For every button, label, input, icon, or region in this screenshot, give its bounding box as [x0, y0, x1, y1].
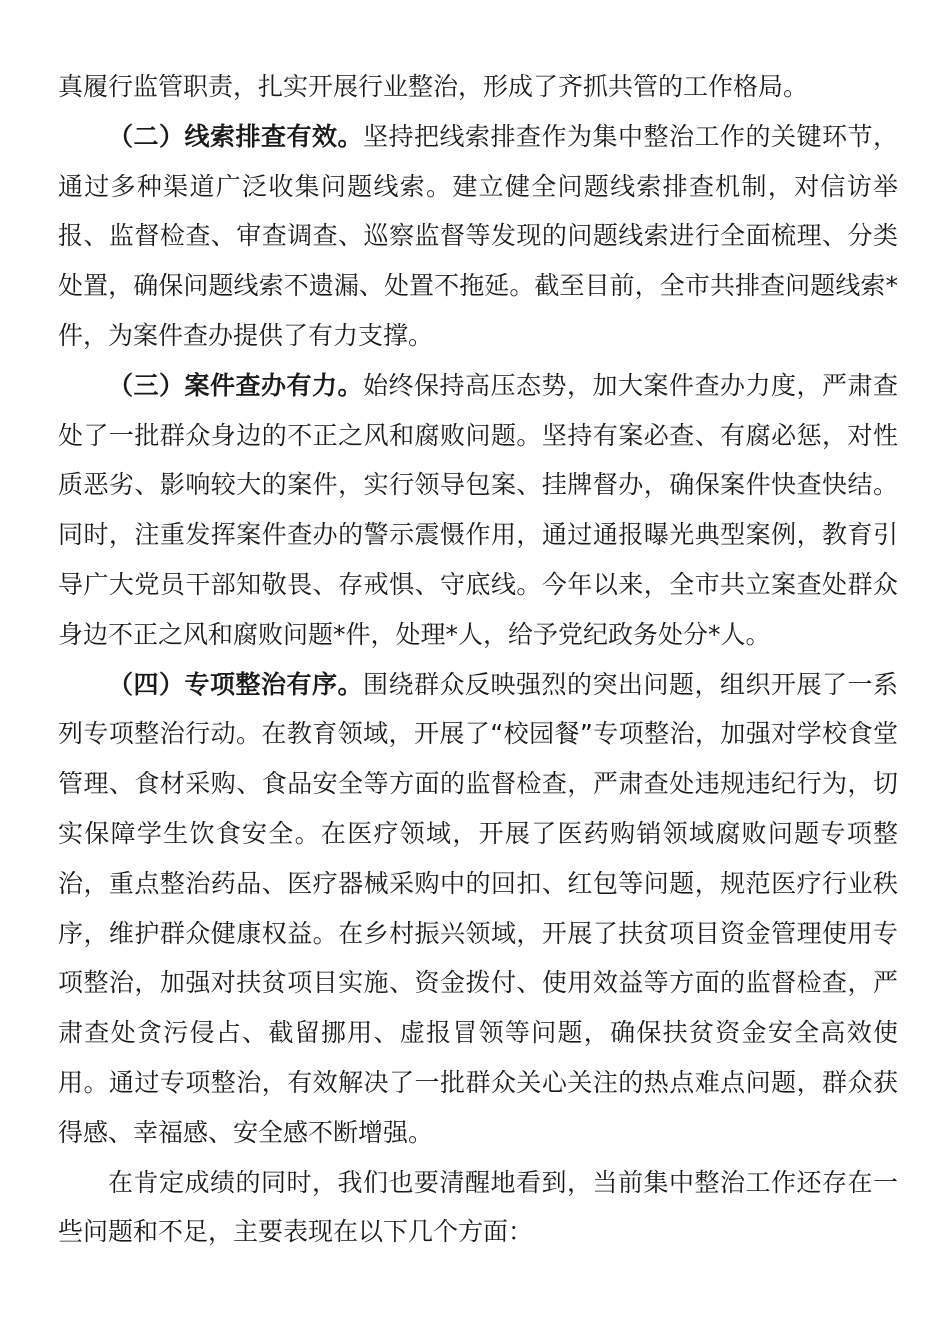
paragraph-clue-investigation [58, 112, 898, 361]
section-heading-clue-investigation: （二）线索排查有效。 [108, 121, 363, 151]
paragraph-problems-intro [58, 1158, 898, 1258]
paragraph-special-rectification [58, 660, 898, 1158]
paragraph-text: 始终保持高压态势，加大案件查办力度，严肃查处了一批群众身边的不正之风和腐败问题。坚持有案必查、有腐必惩，对性质恶劣、影响较大的案件，实行领导包案、挂牌督办，确保案件快查快结。同时，注重发挥案件查办的警示震慑作用，通过通报曝光典型案例，教育引导广大党员干部知敬畏、存戒惧、守底线。今年以来，全市共立案查处群众身边不正之风和腐败问题*件，处理*人，给予党纪政务处分*人。 [58, 370, 898, 649]
section-heading-special-rectification: （四）专项整治有序。 [108, 669, 363, 699]
section-heading-case-handling: （三）案件查办有力。 [108, 370, 363, 400]
paragraph-continuation [58, 62, 898, 112]
paragraph-text: 在肯定成绩的同时，我们也要清醒地看到，当前集中整治工作还存在一些问题和不足，主要表现在以下几个方面： [58, 1167, 898, 1247]
paragraph-text: 围绕群众反映强烈的突出问题，组织开展了一系列专项整治行动。在教育领域，开展了“校园餐”专项整治，加强对学校食堂管理、食材采购、食品安全等方面的监督检查，严肃查处违规违纪行为，切实保障学生饮食安全。在医疗领域，开展了医药购销领域腐败问题专项整治，重点整治药品、医疗器械采购中的回扣、红包等问题，规范医疗行业秩序，维护群众健康权益。在乡村振兴领域，开展了扶贫项目资金管理使用专项整治，加强对扶贫项目实施、资金拨付、使用效益等方面的监督检查，严肃查处贪污侵占、截留挪用、虚报冒领等问题，确保扶贫资金安全高效使用。通过专项整治，有效解决了一批群众关心关注的热点难点问题，群众获得感、幸福感、安全感不断增强。 [58, 669, 898, 1147]
paragraph-text: 真履行监管职责，扎实开展行业整治，形成了齐抓共管的工作格局。 [58, 72, 809, 101]
paragraph-text: 坚持把线索排查作为集中整治工作的关键环节，通过多种渠道广泛收集问题线索。建立健全问题线索排查机制，对信访举报、监督检查、审查调查、巡察监督等发现的问题线索进行全面梳理、分类处置，确保问题线索不遗漏、处置不拖延。截至目前，全市共排查问题线索*件，为案件查办提供了有力支撑。 [58, 121, 898, 350]
document-page [58, 62, 898, 1257]
paragraph-case-handling [58, 361, 898, 660]
